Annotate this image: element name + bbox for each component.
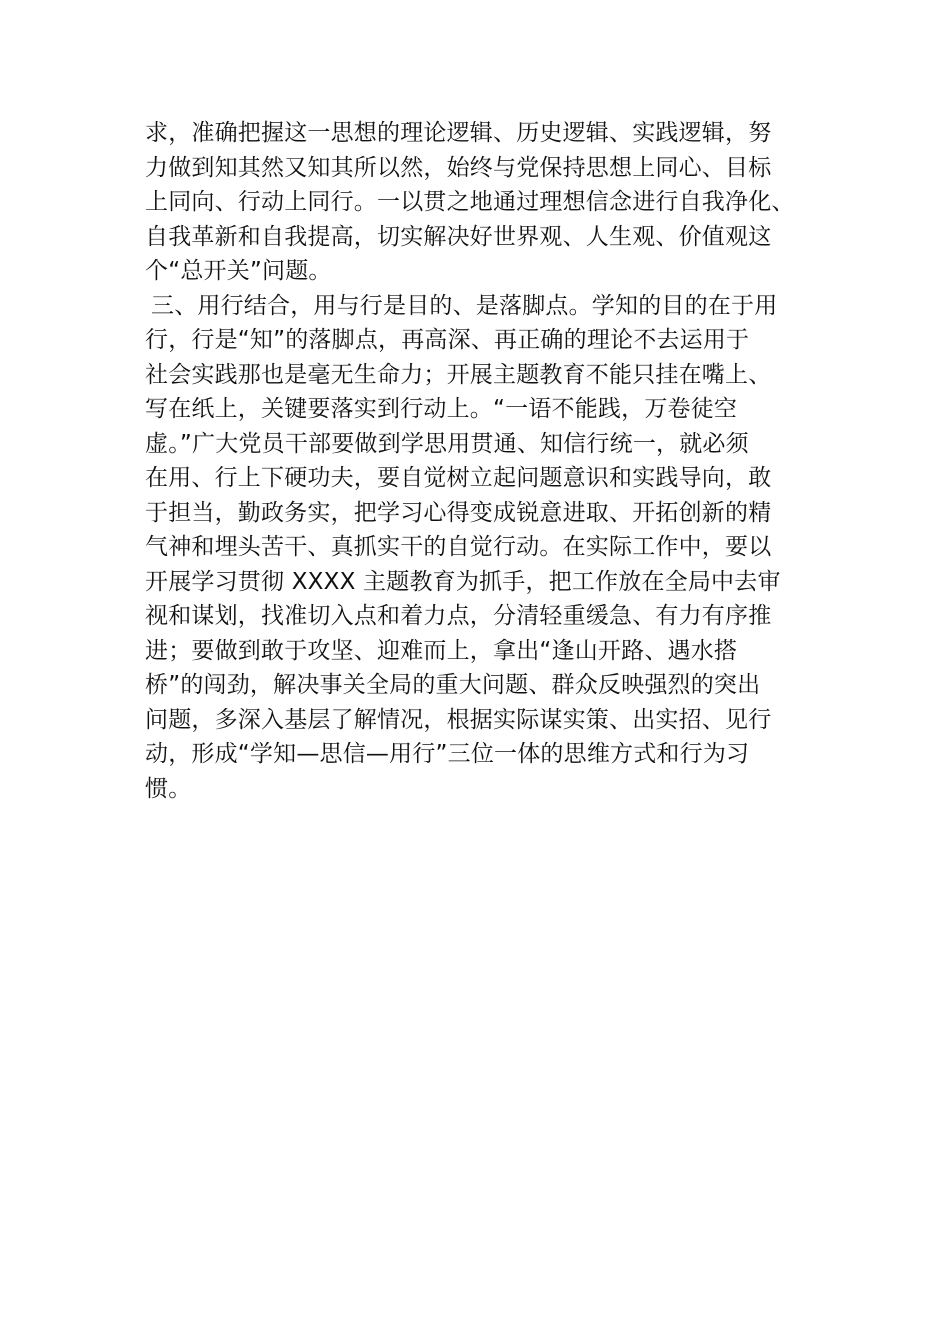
text-line: 求，准确把握这一思想的理论逻辑、历史逻辑、实践逻辑，努: [145, 120, 772, 146]
text-line: 力做到知其然又知其所以然，始终与党保持思想上同心、目标: [145, 154, 772, 181]
text-line: 虚。”广大党员干部要做到学思用贯通、知信行统一，就必须: [145, 430, 749, 457]
text-line: 在用、行上下硬功夫，要自觉树立起问题意识和实践导向，敢: [145, 465, 772, 491]
body-text: [145, 116, 835, 806]
text-line: 行，行是“知”的落脚点，再高深、再正确的理论不去运用于: [145, 327, 750, 353]
text-line: 惯。: [145, 775, 192, 802]
text-line: 问题，多深入基层了解情况，根据实际谋实策、出实招、见行: [145, 706, 772, 733]
text-line: 视和谋划，找准切入点和着力点，分清轻重缓急、有力有序推: [145, 603, 772, 629]
text-line: 写在纸上，关键要落实到行动上。“一语不能践，万卷徒空: [145, 396, 738, 422]
text-line: 自我革新和自我提高，切实解决好世界观、人生观、价值观这: [145, 223, 772, 250]
text-line: 上同向、行动上同行。一以贯之地通过理想信念进行自我净化、: [145, 189, 795, 215]
text-line: 社会实践那也是毫无生命力；开展主题教育不能只挂在嘴上、: [145, 361, 772, 388]
text-line: 个“总开关”问题。: [145, 258, 332, 284]
text-line: 桥”的闯劲，解决事关全局的重大问题、群众反映强烈的突出: [145, 672, 761, 698]
text-line: 进；要做到敢于攻坚、迎难而上，拿出“逢山开路、遇水搭: [145, 637, 738, 664]
section-heading-line: 三、用行结合，用与行是目的、是落脚点。学知的目的在于用: [151, 292, 778, 319]
text-line: 于担当，勤政务实，把学习心得变成锐意进取、开拓创新的精: [145, 499, 772, 526]
text-line: 开展学习贯彻 XXXX 主题教育为抓手，把工作放在全局中去审: [145, 568, 781, 595]
text-line: 气神和埋头苦干、真抓实干的自觉行动。在实际工作中，要以: [145, 534, 772, 560]
text-line: 动，形成“学知—思信—用行”三位一体的思维方式和行为习: [145, 741, 750, 767]
